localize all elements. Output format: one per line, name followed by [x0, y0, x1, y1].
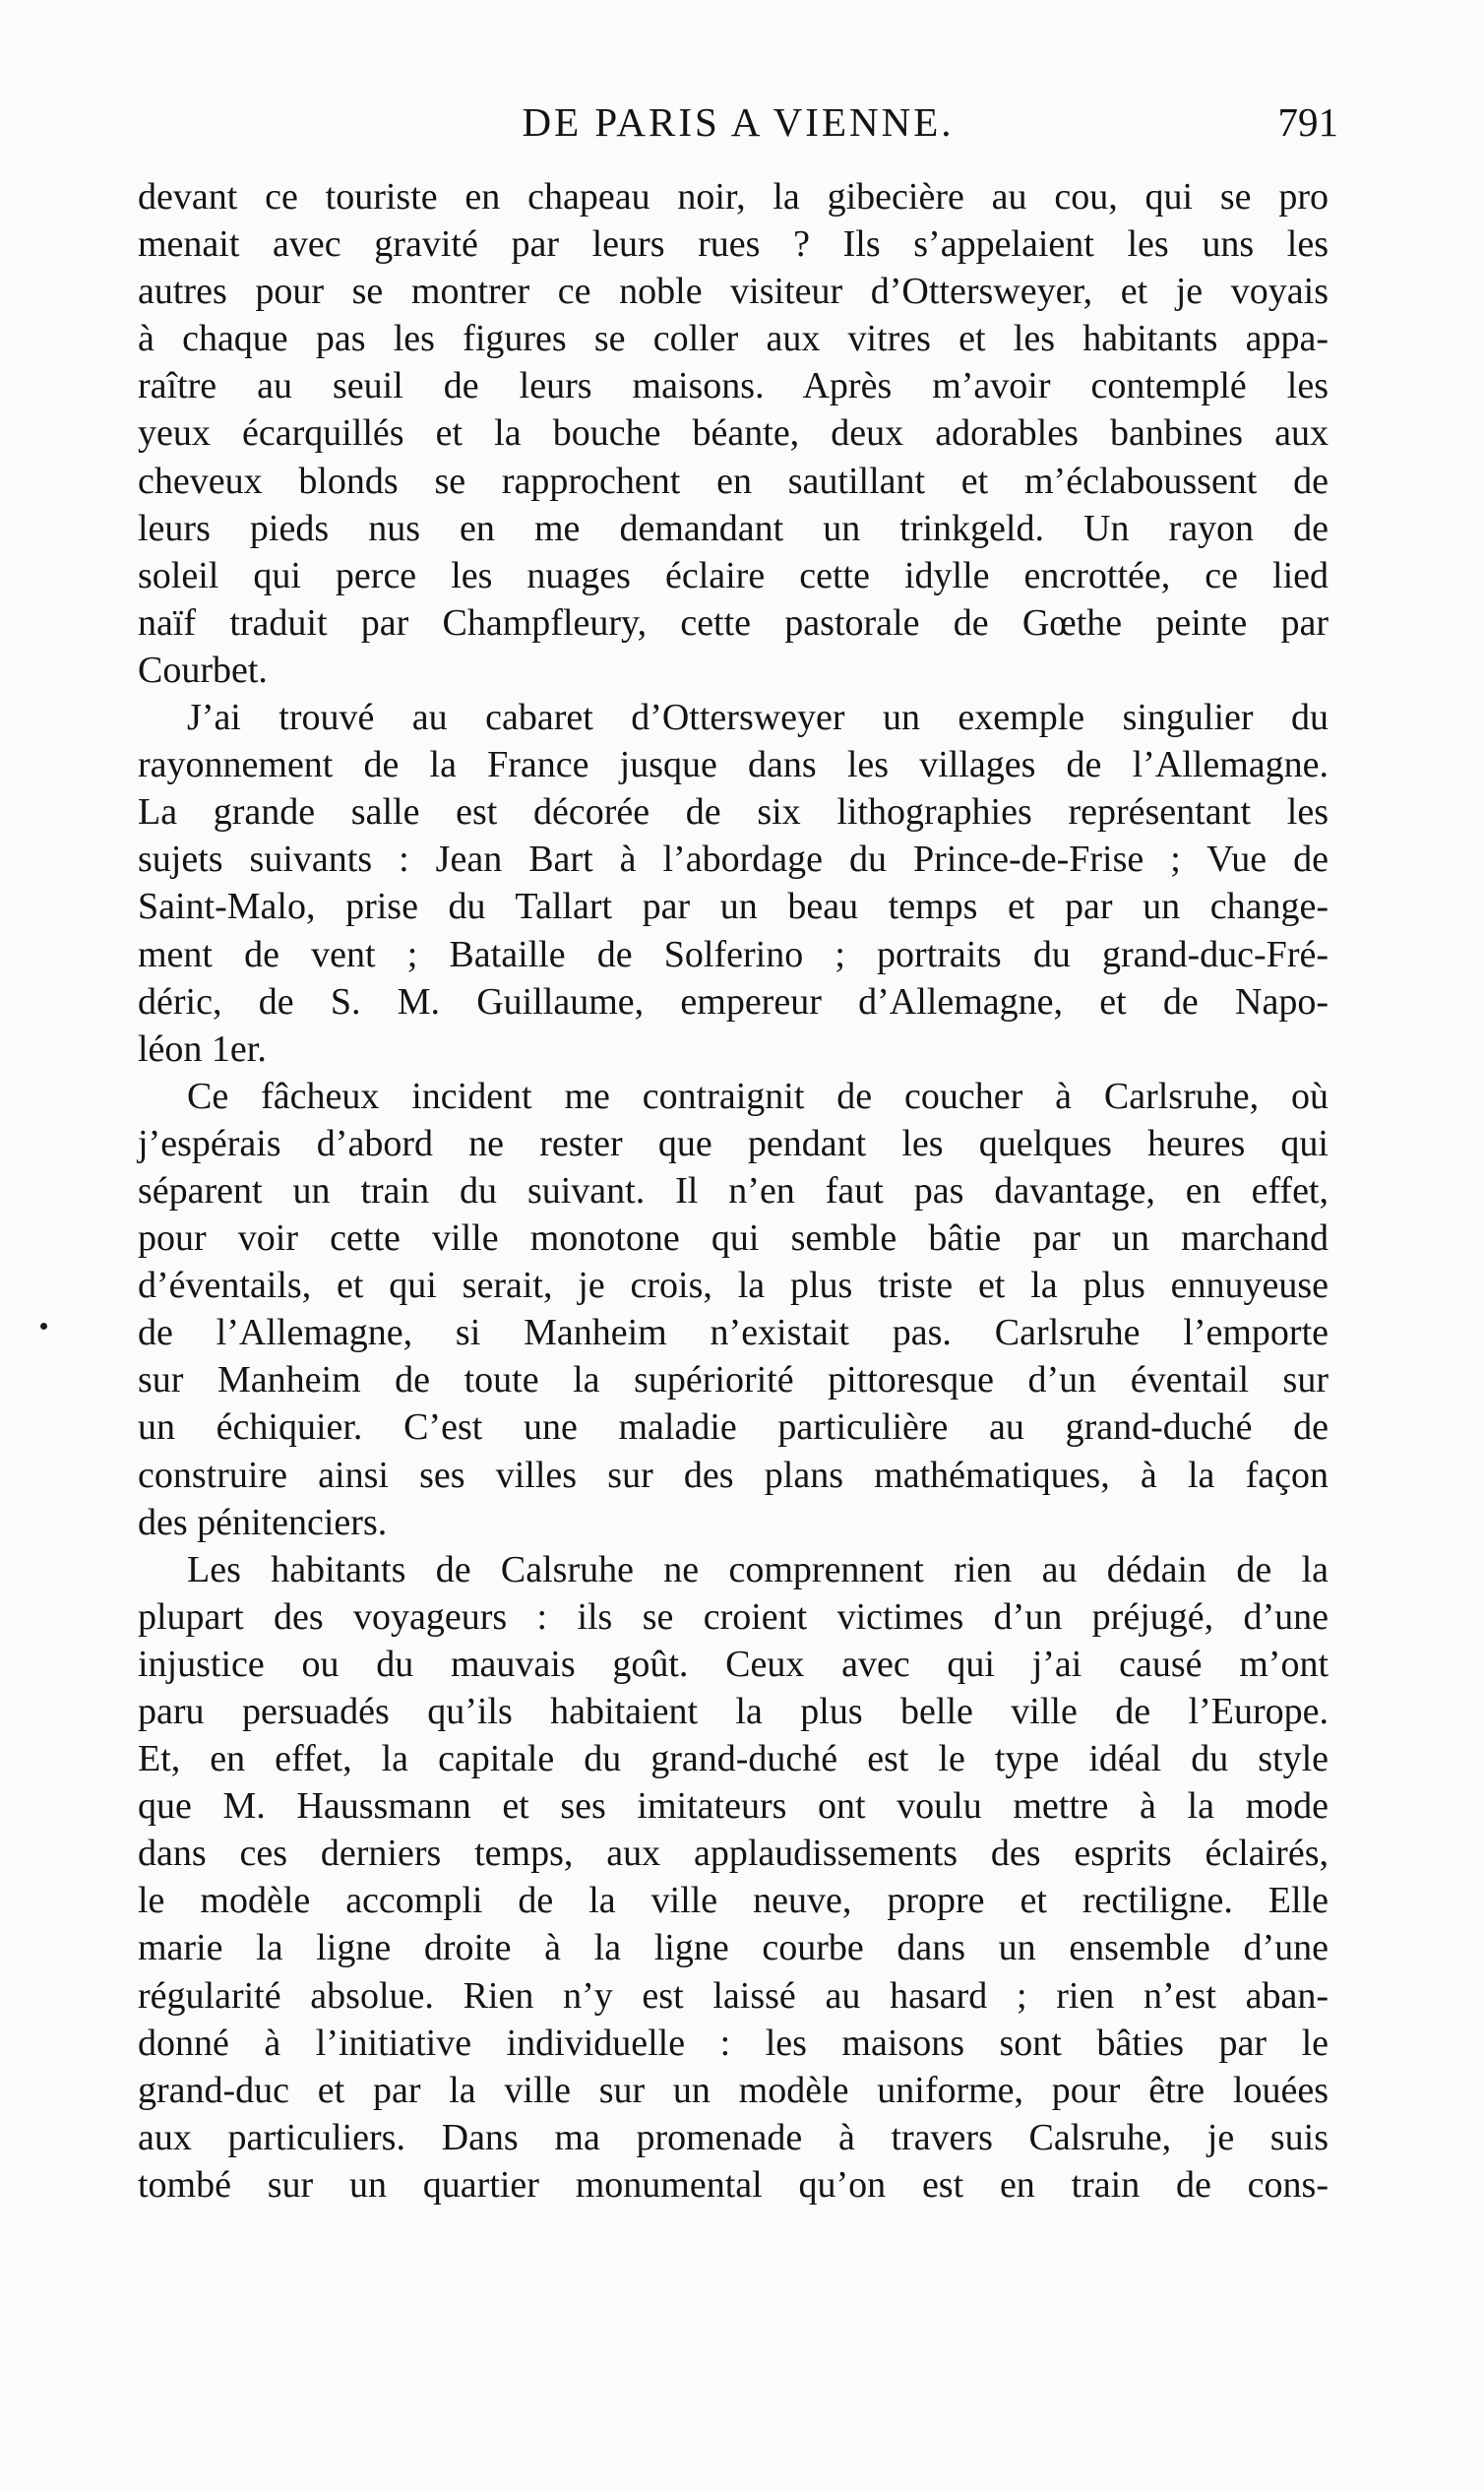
text-line: devant ce touriste en chapeau noir, la gibecière au cou, qui se pro	[138, 176, 1329, 218]
text-line: aux particuliers. Dans ma promenade à travers Calsruhe, je suis	[138, 2116, 1329, 2158]
text-line: injustice ou du mauvais goût. Ceux avec qui j’ai causé m’ont	[138, 1643, 1329, 1685]
text-line: le modèle accompli de la ville neuve, propre et rectiligne. Elle	[138, 1880, 1329, 1922]
text-line: sujets suivants : Jean Bart à l’abordage du Prince-de-Frise ; Vue de	[138, 839, 1329, 881]
text-line: La grande salle est décorée de six lithographies représentant les	[138, 791, 1329, 834]
text-line: Courbet.	[138, 649, 268, 691]
text-line: un échiquier. C’est une maladie particulière au grand-duché de	[138, 1406, 1329, 1449]
text-line: menait avec gravité par leurs rues ? Ils s’appelaient les uns les	[138, 223, 1329, 266]
text-line: à chaque pas les figures se coller aux vitres et les habitants appa-	[138, 318, 1329, 360]
text-line: raître au seuil de leurs maisons. Après m’avoir contemplé les	[138, 365, 1329, 407]
text-line: autres pour se montrer ce noble visiteur d’Ottersweyer, et je voyais	[138, 271, 1329, 313]
text-line: que M. Haussmann et ses imitateurs ont voulu mettre à la mode	[138, 1785, 1329, 1828]
text-line: rayonnement de la France jusque dans les villages de l’Allemagne.	[138, 744, 1329, 786]
text-line: des pénitenciers.	[138, 1501, 388, 1543]
body-text	[138, 173, 1329, 2209]
text-line: yeux écarquillés et la bouche béante, deux adorables banbines aux	[138, 412, 1329, 455]
text-line: marie la ligne droite à la ligne courbe dans un ensemble d’une	[138, 1927, 1329, 1969]
text-line: sur Manheim de toute la supériorité pittoresque d’un éventail sur	[138, 1359, 1329, 1401]
text-line: Et, en effet, la capitale du grand-duché est le type idéal du style	[138, 1738, 1329, 1780]
paragraph-start-line: J’ai trouvé au cabaret d’Ottersweyer un exemple singulier du	[187, 697, 1329, 739]
page-number: 791	[1277, 99, 1338, 145]
text-line: plupart des voyageurs : ils se croient victimes d’un préjugé, d’une	[138, 1595, 1329, 1638]
ink-speck	[40, 1323, 47, 1330]
text-line: construire ainsi ses villes sur des plans mathématiques, à la façon	[138, 1454, 1329, 1496]
text-line: pour voir cette ville monotone qui semble bâtie par un marchand	[138, 1217, 1329, 1260]
paragraph-start-line: Ce fâcheux incident me contraignit de coucher à Carlsruhe, où	[187, 1075, 1329, 1117]
text-line: déric, de S. M. Guillaume, empereur d’Allemagne, et de Napo-	[138, 980, 1329, 1023]
text-line: leurs pieds nus en me demandant un trinkgeld. Un rayon de	[138, 507, 1329, 549]
text-line: cheveux blonds se rapprochent en sautillant et m’éclaboussent de	[138, 460, 1329, 502]
text-line: ment de vent ; Bataille de Solferino ; portraits du grand-duc-Fré-	[138, 933, 1329, 975]
text-line: j’espérais d’abord ne rester que pendant les quelques heures qui	[138, 1122, 1329, 1164]
running-head	[138, 98, 1338, 157]
text-line: de l’Allemagne, si Manheim n’existait pas. Carlsruhe l’emporte	[138, 1312, 1329, 1354]
text-line: donné à l’initiative individuelle : les maisons sont bâties par le	[138, 2022, 1329, 2064]
text-line: dans ces derniers temps, aux applaudissements des esprits éclairés,	[138, 1833, 1329, 1875]
running-title: DE PARIS A VIENNE.	[522, 99, 955, 145]
text-line: régularité absolue. Rien n’y est laissé au hasard ; rien n’est aban-	[138, 1974, 1329, 2017]
text-line: grand-duc et par la ville sur un modèle uniforme, pour être louées	[138, 2069, 1329, 2111]
text-line: léon 1er.	[138, 1027, 267, 1070]
text-line: d’éventails, et qui serait, je crois, la plus triste et la plus ennuyeuse	[138, 1265, 1329, 1307]
text-line: paru persuadés qu’ils habitaient la plus belle ville de l’Europe.	[138, 1691, 1329, 1732]
text-line: Saint-Malo, prise du Tallart par un beau temps et par un change-	[138, 886, 1329, 928]
text-line: soleil qui perce les nuages éclaire cette idylle encrottée, ce lied	[138, 554, 1329, 596]
text-line: tombé sur un quartier monumental qu’on est en train de cons-	[138, 2163, 1329, 2206]
text-line: séparent un train du suivant. Il n’en faut pas davantage, en effet,	[138, 1169, 1329, 1212]
text-line: naïf traduit par Champfleury, cette pastorale de Gœthe peinte par	[138, 601, 1329, 644]
paragraph-start-line: Les habitants de Calsruhe ne comprennent rien au dédain de la	[187, 1548, 1329, 1590]
